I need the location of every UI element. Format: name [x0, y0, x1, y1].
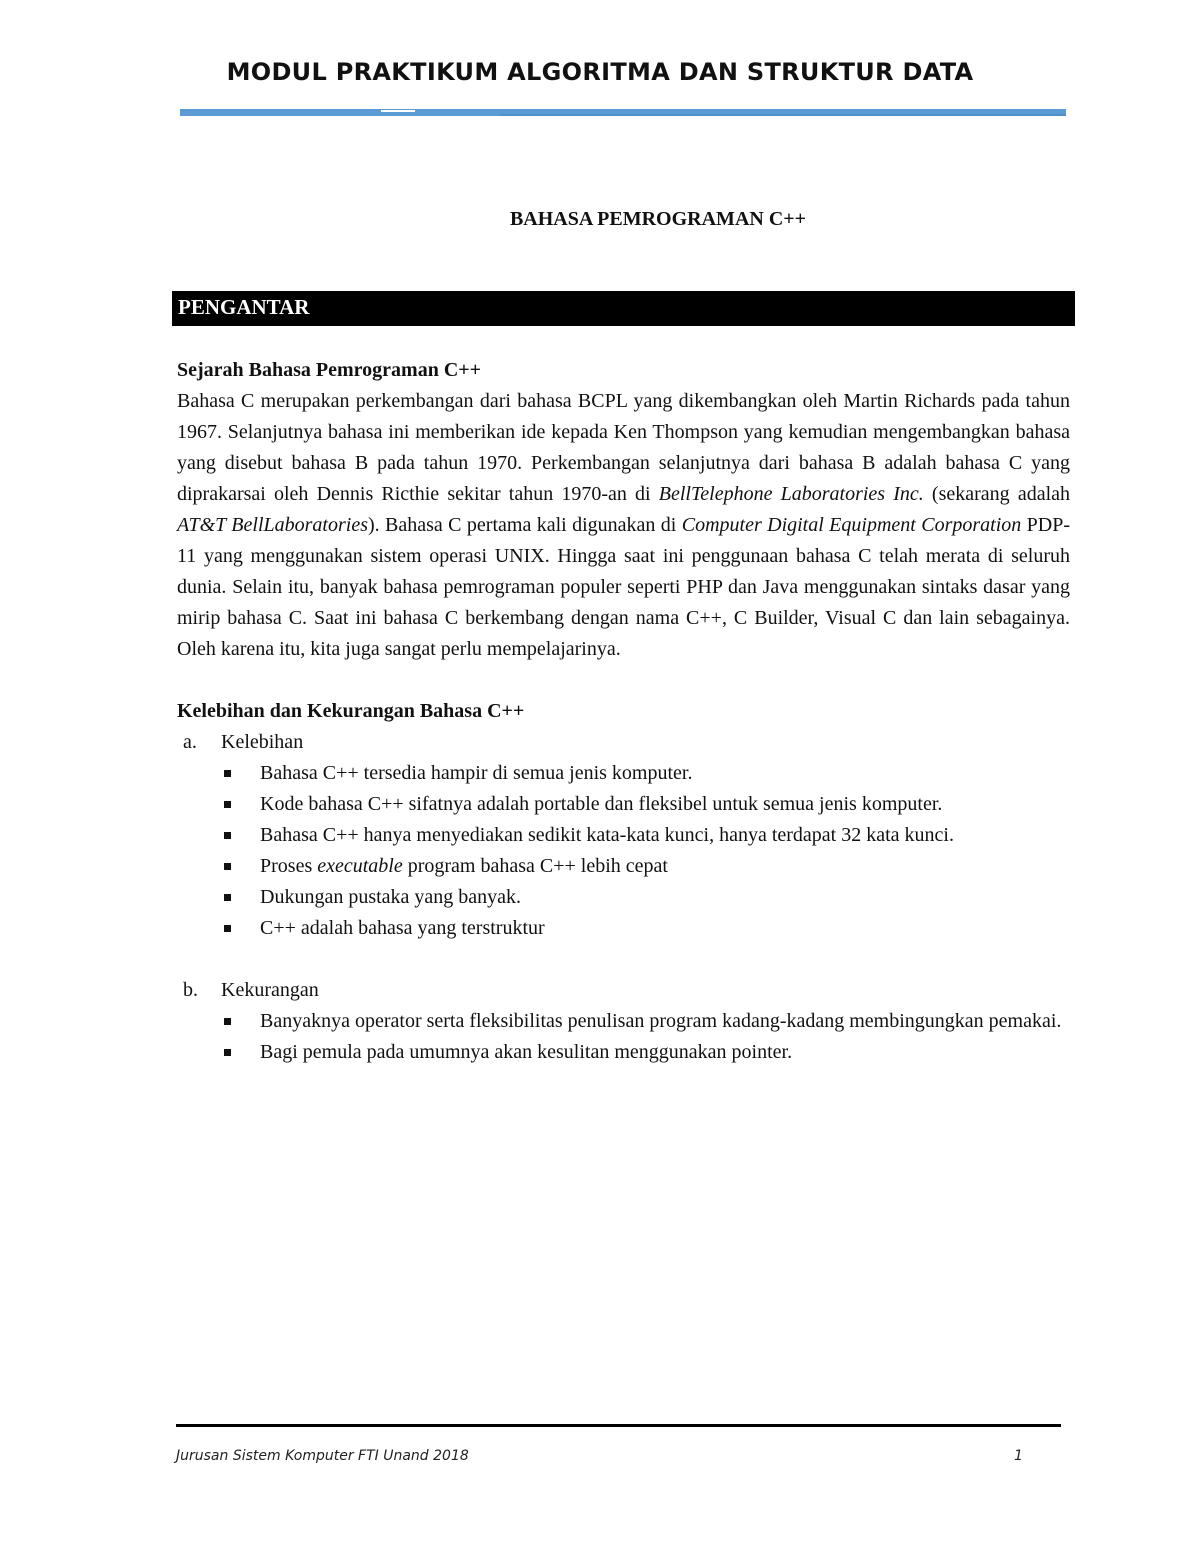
list-item: [177, 1037, 1070, 1068]
section-heading-pengantar: PENGANTAR: [172, 291, 1075, 326]
list-item: [177, 789, 1070, 820]
square-bullet-icon: [224, 1049, 231, 1056]
list-item: [177, 851, 1070, 882]
square-bullet-icon: [224, 832, 231, 839]
list-item-text-after: program bahasa C++ lebih cepat: [402, 855, 668, 877]
pros-cons-heading: Kelebihan dan Kekurangan Bahasa C++: [177, 700, 525, 722]
advantages-heading: [177, 727, 1070, 758]
list-item: [177, 820, 1070, 851]
history-italic-bell: BellTelephone Laboratories Inc.: [658, 483, 924, 505]
advantages-list: [177, 758, 1070, 944]
history-italic-dec: Computer Digital Equipment Corporation: [681, 514, 1022, 536]
footer-institution: Jurusan Sistem Komputer FTI Unand 2018: [176, 1448, 469, 1464]
page-header-title: MODUL PRAKTIKUM ALGORITMA DAN STRUKTUR DATA: [226, 58, 974, 86]
square-bullet-icon: [224, 925, 231, 932]
square-bullet-icon: [224, 863, 231, 870]
history-text-2: (sekarang adalah: [923, 483, 1071, 505]
header-rule-accent: [381, 110, 415, 112]
disadvantages-label: Kekurangan: [221, 979, 319, 1001]
footer-rule: [176, 1424, 1061, 1427]
list-item: [177, 758, 1070, 789]
advantages-label: Kelebihan: [221, 731, 304, 753]
list-item-text: Bahasa C++ tersedia hampir di semua jenis komputer.: [260, 762, 693, 784]
square-bullet-icon: [224, 801, 231, 808]
disadvantages-heading: [177, 975, 1070, 1006]
list-item: [177, 882, 1070, 913]
header-rule-shadow: [500, 114, 1066, 116]
history-text-4: PDP-11 yang menggunakan sistem operasi UNIX. Hingga saat ini penggunaan bahasa C telah merata di seluruh dunia. Selain itu, banyak bahasa pemrograman populer seperti PHP dan Java menggunakan sintaks dasar yang mirip bahasa C. Saat ini bahasa C berkembang dengan nama C++, C Builder, Visual C dan lain sebagainya. Oleh karena itu, kita juga sangat perlu mempelajarinya.: [177, 514, 1070, 660]
history-text-1: Bahasa C merupakan perkembangan dari bahasa BCPL yang dikembangkan oleh Martin Richards pada tahun 1967. Selanjutnya bahasa ini memberikan ide kepada Ken Thompson yang kemudian mengembangkan bahasa yang disebut bahasa B pada tahun 1970. Perkembangan selanjutnya dari bahasa B adalah bahasa C yang diprakarsai oleh Dennis Ricthie sekitar tahun 1970-an di: [177, 390, 1070, 505]
list-item-text: Bahasa C++ hanya menyediakan sedikit kata-kata kunci, hanya terdapat 32 kata kunci.: [260, 824, 954, 846]
history-paragraph: [177, 386, 1070, 665]
square-bullet-icon: [224, 1018, 231, 1025]
list-item-text: Dukungan pustaka yang banyak.: [260, 886, 522, 908]
content-body: [177, 355, 1070, 1068]
list-item-text: Banyaknya operator serta fleksibilitas penulisan program kadang-kadang membingungkan pemakai.: [260, 1010, 1062, 1032]
list-item-text: Kode bahasa C++ sifatnya adalah portable dan fleksibel untuk semua jenis komputer.: [260, 793, 943, 815]
history-italic-att: AT&T BellLaboratories: [177, 514, 368, 536]
history-text-3: ). Bahasa C pertama kali digunakan di: [367, 514, 682, 536]
list-item-text: C++ adalah bahasa yang terstruktur: [260, 917, 545, 939]
history-heading: Sejarah Bahasa Pemrograman C++: [177, 359, 482, 381]
document-title: BAHASA PEMROGRAMAN C++: [509, 208, 807, 230]
list-item-text: Bagi pemula pada umumnya akan kesulitan menggunakan pointer.: [260, 1041, 793, 1063]
disadvantages-letter: b.: [183, 979, 198, 1001]
list-item: [177, 1006, 1070, 1037]
list-item-text-before: Proses: [260, 855, 318, 877]
list-item-text-italic: executable: [317, 855, 403, 877]
list-item: [177, 913, 1070, 944]
advantages-letter: a.: [183, 731, 197, 753]
square-bullet-icon: [224, 770, 231, 777]
page-number: 1: [1014, 1448, 1023, 1464]
square-bullet-icon: [224, 894, 231, 901]
disadvantages-list: [177, 1006, 1070, 1068]
